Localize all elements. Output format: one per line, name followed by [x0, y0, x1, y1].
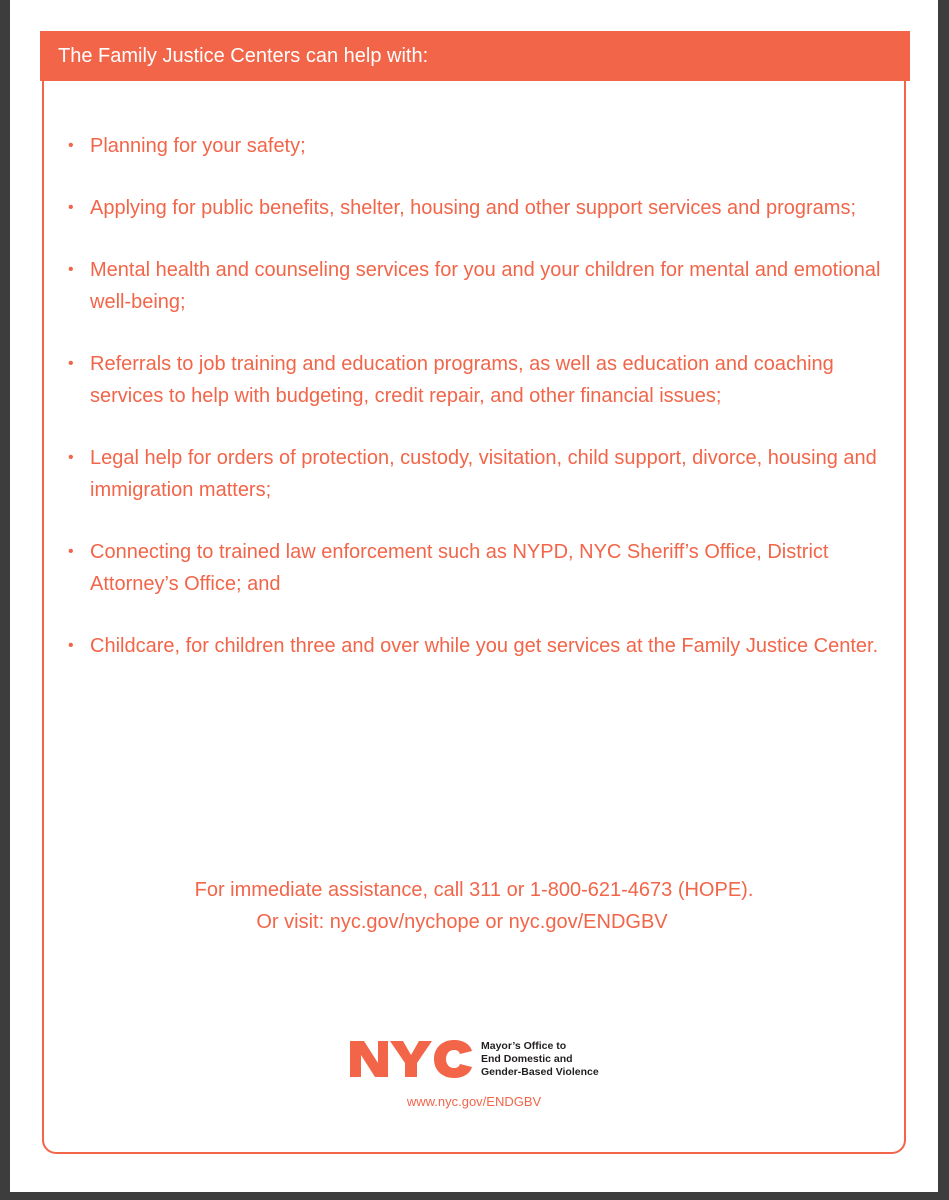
service-text: Connecting to trained law enforcement such as NYPD, NYC Sheriff’s Office, District Attorney’s Office; and — [90, 541, 829, 595]
services-list — [68, 130, 888, 692]
bullet-icon: • — [68, 449, 74, 466]
header-banner — [40, 31, 910, 81]
bullet-icon: • — [68, 355, 74, 372]
agency-name — [481, 1040, 599, 1079]
list-item — [68, 536, 888, 600]
agency-line: End Domestic and — [481, 1053, 573, 1065]
service-text: Legal help for orders of protection, custody, visitation, child support, divorce, housing and immigration matters; — [90, 447, 877, 501]
header-title: The Family Justice Centers can help with: — [58, 45, 429, 67]
service-text: Planning for your safety; — [90, 135, 306, 157]
list-item — [68, 348, 888, 412]
service-text: Mental health and counseling services for you and your children for mental and emotional well-being; — [90, 259, 881, 313]
list-item — [68, 442, 888, 506]
contact-phone-line: For immediate assistance, call 311 or 1-800-621-4673 (HOPE). — [194, 879, 754, 901]
service-text: Childcare, for children three and over while you get services at the Family Justice Center. — [90, 635, 879, 657]
document-page — [10, 0, 938, 1192]
agency-line: Mayor’s Office to — [481, 1040, 567, 1052]
bullet-icon: • — [68, 543, 74, 560]
bullet-icon: • — [68, 637, 74, 654]
contact-web-line: Or visit: nyc.gov/nychope or nyc.gov/ENDGBV — [256, 911, 668, 933]
service-text: Referrals to job training and education programs, as well as education and coaching services to help with budgeting, credit repair, and other financial issues; — [90, 353, 834, 407]
agency-logo — [348, 1036, 648, 1086]
list-item — [68, 254, 888, 318]
bullet-icon: • — [68, 261, 74, 278]
nyc-logo-icon — [348, 1037, 474, 1081]
service-text: Applying for public benefits, shelter, housing and other support services and programs; — [90, 197, 856, 219]
bullet-icon: • — [68, 199, 74, 216]
bullet-icon: • — [68, 137, 74, 154]
agency-line: Gender-Based Violence — [481, 1066, 599, 1078]
list-item — [68, 130, 888, 162]
list-item — [68, 630, 888, 662]
list-item — [68, 192, 888, 224]
footer-url: www.nyc.gov/ENDGBV — [406, 1094, 542, 1109]
contact-info — [10, 874, 938, 938]
